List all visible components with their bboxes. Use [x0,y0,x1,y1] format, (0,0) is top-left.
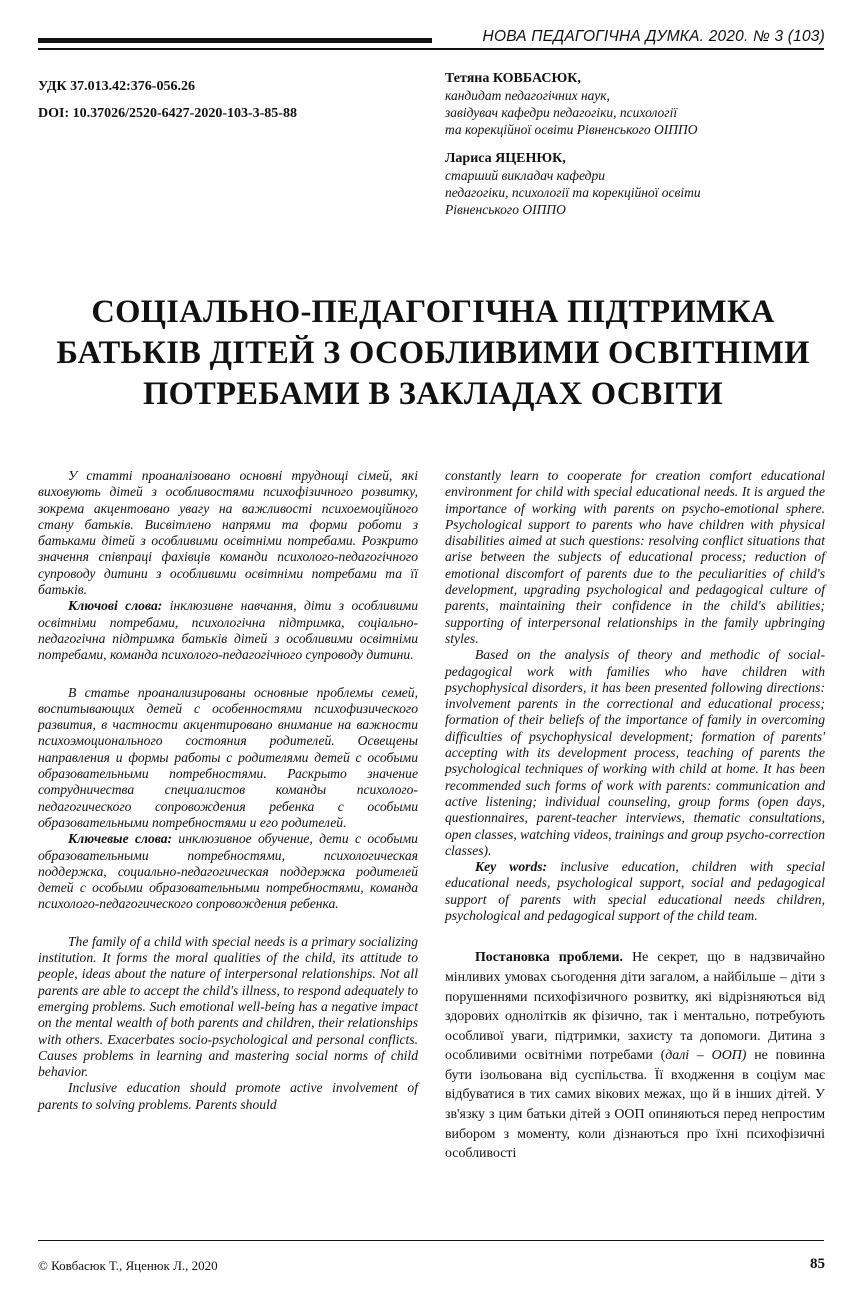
keywords-text: інклюзивне навчання, діти з особливими освітніми потребами, психологічна підтримка, соціально-педагогічна підтримка батьків дітей з особливими освітніми потребами, команда психолого-педагогічного супроводу дитини. [38,598,419,663]
page-number: 85 [810,1256,825,1272]
affiliation-line: завідувач кафедри педагогіки, психології [445,105,678,120]
spacer [445,924,825,948]
affiliation-line: старший викладач кафедри [445,168,605,183]
keywords-text: inclusive education, children with special educational needs, psychological support, social and pedagogical support of parents with special educational needs children, psychological and pedagogical support of the child team. [445,859,825,924]
authors-block [445,70,835,230]
udc-doi-block [38,73,297,127]
section-text: Не секрет, що в надзвичайно мінливих умовах сьогодення діти загалом, а найбільше – діти з порушеннями психофізичного розвитку, які відрізняються від здорових однолітків як фізично, так і ментально, потребують особливої уваги, підтримки, захисту та допомоги. Дитина з особливими освітніми потребами ( [445,950,825,1064]
affiliation-line: кандидат педагогічних наук, [445,88,610,103]
section-heading: Постановка проблеми. [475,950,623,966]
keywords-ukrainian [38,598,418,663]
right-column [445,468,825,1164]
keywords-russian [38,831,418,912]
abstract-ukrainian: У статті проаналізовано основні труднощі сімей, які виховують дітей з особливостями психофізичного розвитку, зокрема акцентовано увагу на важливості психоемоційного стану батьків. Висвітлено напрями та форми роботи з батьками дітей з особливими освітніми потребами. Розкрито значення співпраці фахівців команди психолого-педагогічного супроводу дитини з особливими освітніми потребами та її батьків. [38,468,418,598]
title-line: ПОТРЕБАМИ В ЗАКЛАДАХ ОСВІТИ [142,376,723,412]
keywords-label: Ключові слова: [68,598,163,614]
keywords-english [445,859,825,924]
keywords-text: инклюзивное обучение, дети с особыми образовательными потребностями, психологическая поддержка, социально-педагогическая поддержка родителей детей с особыми образовательными потребностями, команда психолого-педагогического сопровождения ребенка. [38,831,418,912]
author-1 [445,70,835,138]
abbreviation: далі – ООП) [665,1048,747,1064]
author-2 [445,150,835,218]
footer-rule [38,1240,824,1241]
section-text: не повинна бути ізольована від суспільства. Її входження в соціум має відбуватися в тих самих вікових межах, що й в інших дітей. У зв'язку з цим батьки дітей з ООП опиняються перед непростим вибором з моменту, коли дізнаються про їхні психофізичні особливості [445,1048,826,1162]
affiliation-line: педагогіки, психології та корекційної освіти [445,185,701,200]
spacer [38,913,418,934]
affiliation-line: Рівненського ОІППО [445,202,566,217]
abstract-english-p1: The family of a child with special needs is a primary socializing institution. It forms the moral qualities of the child, its attitude to people, ideas about the nature of interpersonal relationships. Not all parents are able to accept the child's illness, to respond adequately to emerging problems. Such emotional well-being has a negative impact on the mental wealth of both parents and children, their relationships with others. Exacerbates socio-psychological and personal conflicts. Causes problems in learning and mastering social norms of child behavior. [38,933,418,1080]
copyright: © Ковбасюк Т., Яценюк Л., 2020 [38,1258,218,1273]
keywords-label: Key words: [475,859,548,875]
title-line: БАТЬКІВ ДІТЕЙ З ОСОБЛИВИМИ ОСВІТНІМИ [56,335,810,371]
article-title [38,292,828,415]
header-rule-thin [38,48,824,50]
abstract-english-p2a: Inclusive education should promote active involvement of parents to solving problems. Parents should [38,1080,418,1112]
abstract-russian: В статье проанализированы основные проблемы семей, воспитывающих детей с особенностями психофизического развития, в частности акцентировано внимание на важности психоэмоционального состояния родителей. Освещены направления и формы работы с родителями детей с особыми образовательными потребностями. Раскрыто значение сотрудничества специалистов команды психолого-педагогического сопровождения ребенка с особыми образовательными потребностями и его родителей. [38,684,418,830]
abstract-english-p2b: constantly learn to cooperate for creation comfort educational environment for child with special educational needs. It is argued the importance of working with parents on psycho-emotional sphere. Psychological support to parents who have children with physical disabilities aimed at such questions: resolving conflict situations that arise between the subjects of educational process; reduction of emotional discomfort of parents due to the peculiarities of child's development, upgrading psychological and pedagogical culture of parents, maintaining their confidence in the child's abilities; supporting of interpersonal relationships in the family upbringing styles. [445,468,825,646]
title-line: СОЦІАЛЬНО-ПЕДАГОГІЧНА ПІДТРИМКА [91,294,775,330]
journal-header: НОВА ПЕДАГОГІЧНА ДУМКА. 2020. № 3 (103) [482,28,825,45]
abstract-english-p3: Based on the analysis of theory and methodic of social-pedagogical work with families who have children with psychophysical disorders, it has been presented following directions: involvement parents in the correctional and educational process; formation of their beliefs of the importance of family in overcoming difficulties of psychophysical development; formation of parents' accepting with its development process, teaching of parents the psychological techniques of working with child at home. It has been recommended such forms of work with parents: communication and active listening; individual counseling, group forms (open days, questionnaires, parent-teacher interviews, thematic consultations, open classes, watching videos, trainings and group psycho-correction classes). [445,647,825,858]
problem-statement [445,948,825,1164]
left-column [38,468,418,1113]
author-affiliation [445,167,835,218]
udc-code: УДК 37.013.42:376-056.26 [38,79,195,94]
author-name: Лариса ЯЦЕНЮК, [445,151,566,166]
doi-code: DOI: 10.37026/2520-6427-2020-103-3-85-88 [38,106,297,121]
affiliation-line: та корекційної освіти Рівненського ОІППО [445,122,698,137]
author-name: Тетяна КОВБАСЮК, [445,71,581,86]
header-rule-thick [38,38,432,43]
keywords-label: Ключевые слова: [68,831,173,847]
author-affiliation [445,87,835,138]
spacer [38,664,418,685]
